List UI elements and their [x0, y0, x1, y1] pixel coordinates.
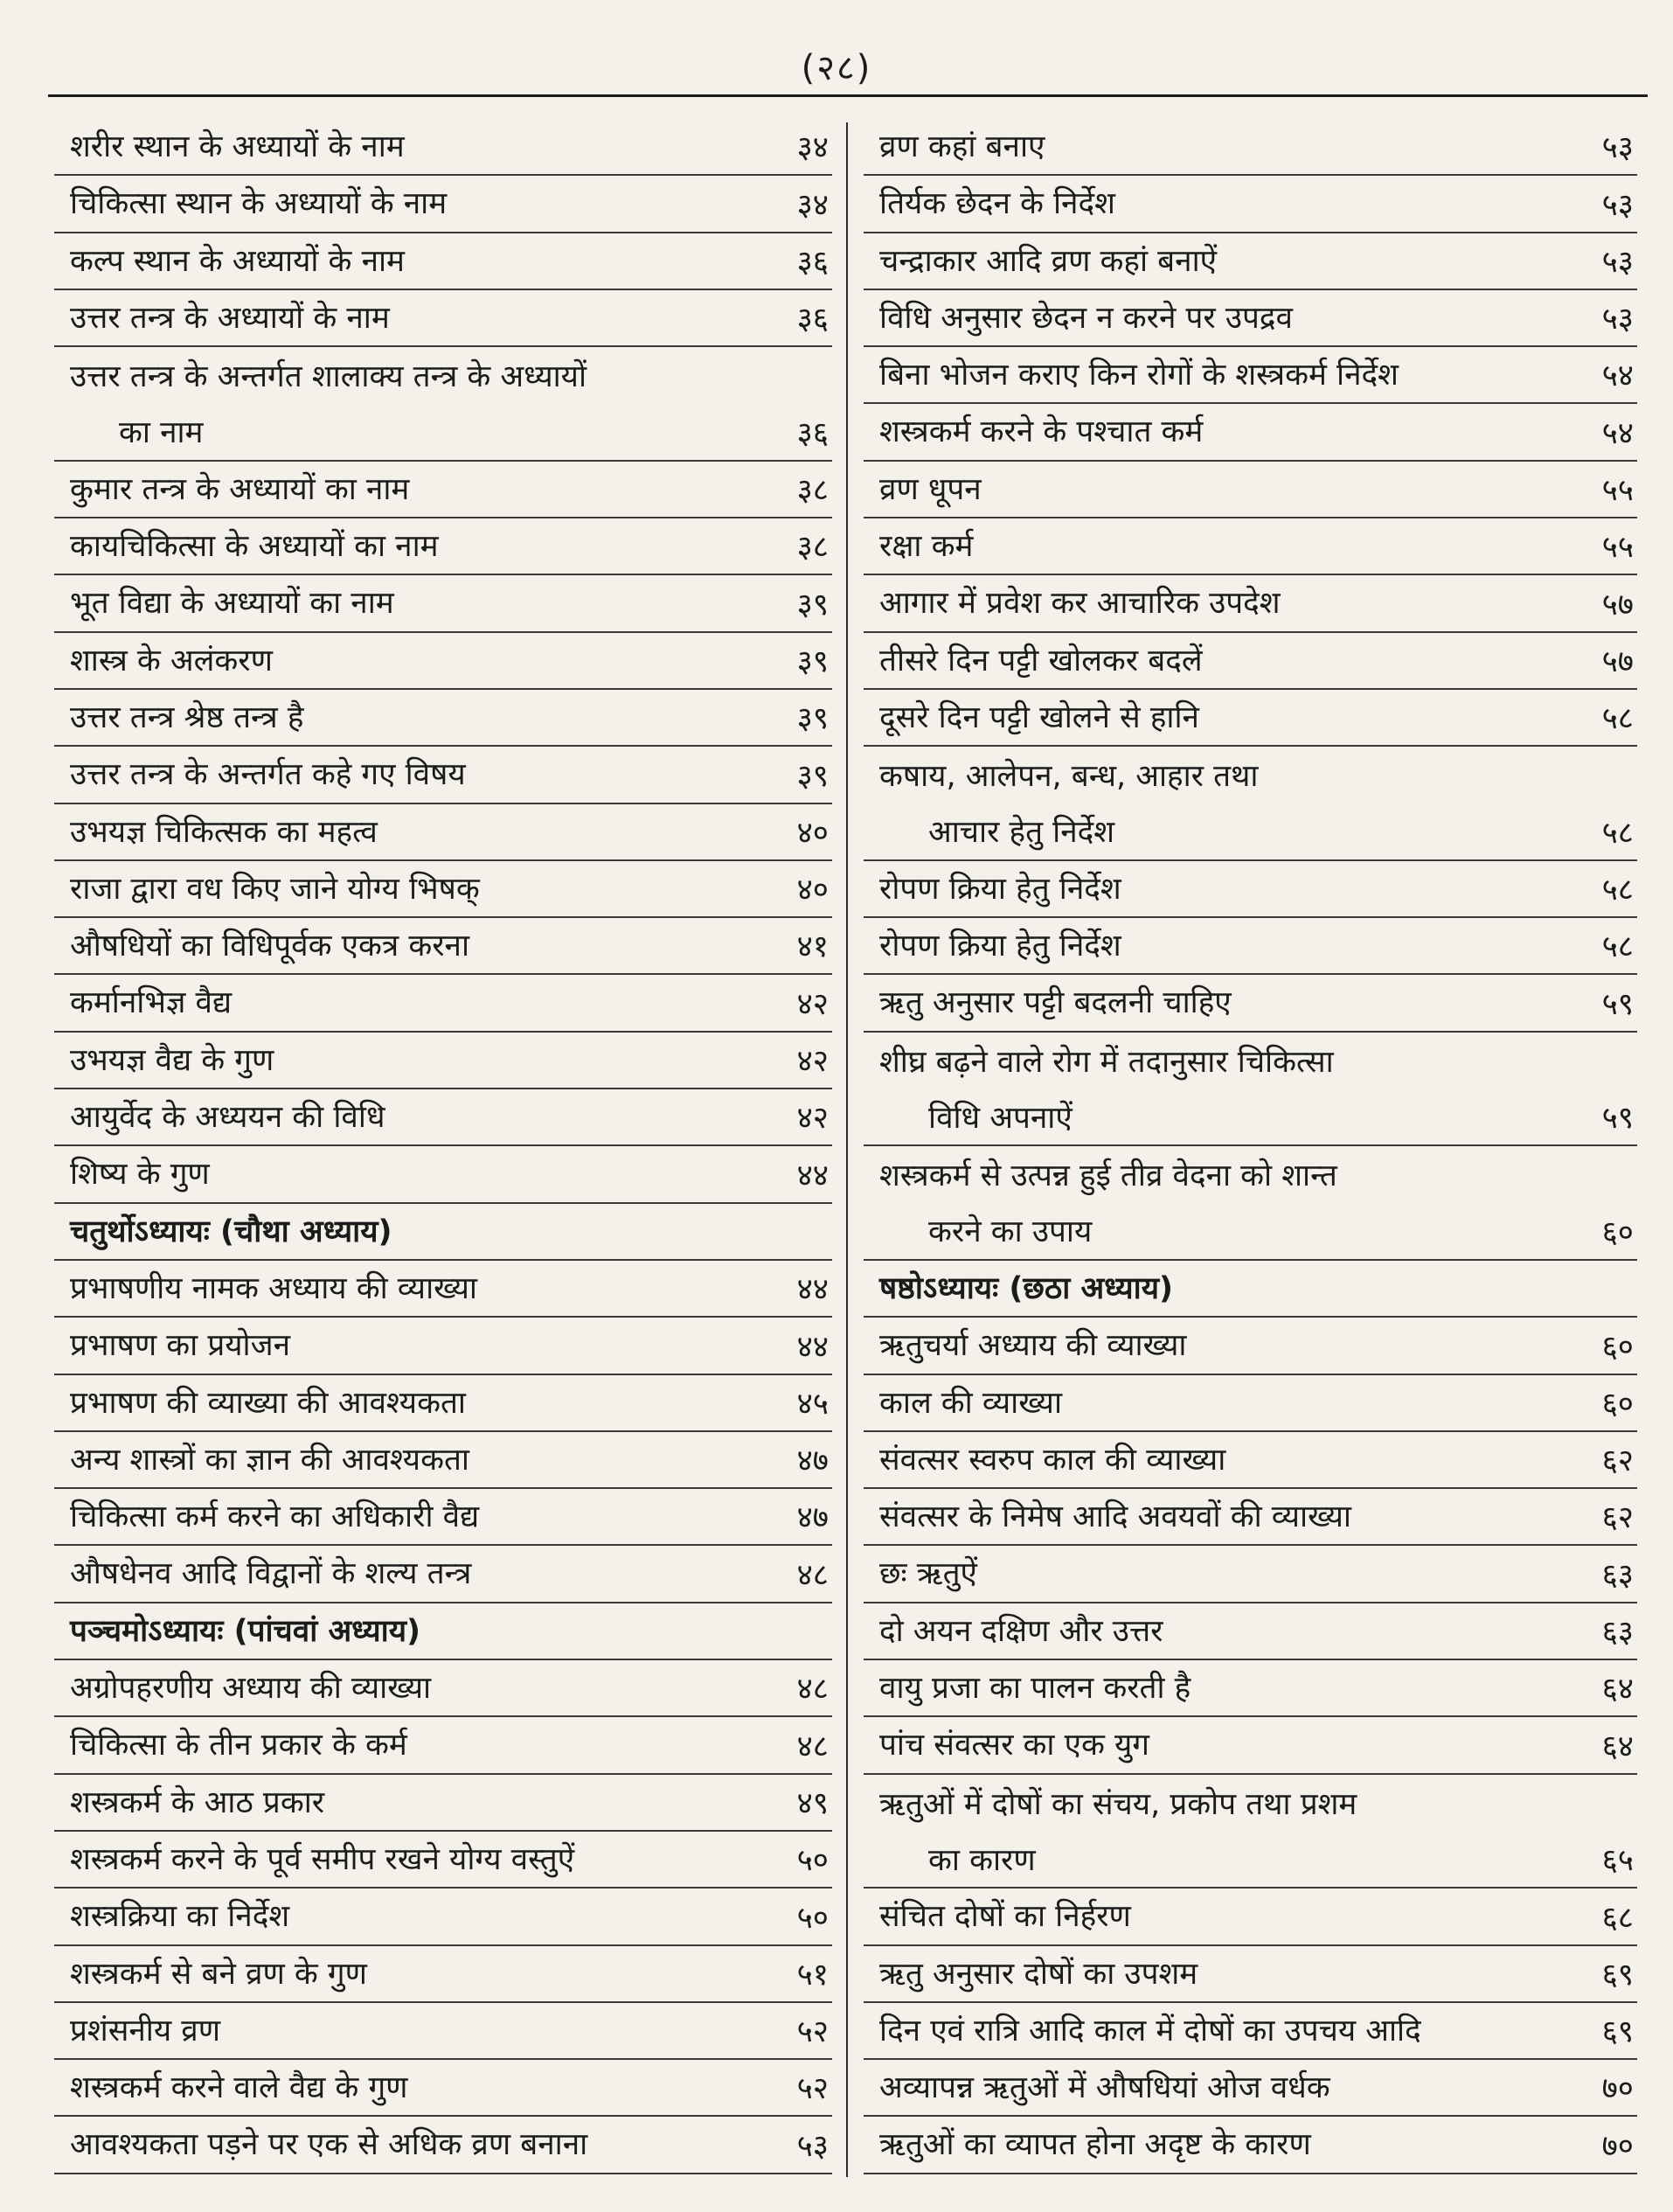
entry-title: कल्प स्थान के अध्यायों के नाम — [70, 243, 405, 279]
toc-entry — [54, 119, 832, 176]
entry-page-number: ५७ — [1601, 587, 1634, 623]
entry-page-number: ६४ — [1601, 1729, 1634, 1764]
entry-title: औषधियों का विधिपूर्वक एकत्र करना — [70, 929, 470, 964]
entry-title: प्रभाषणीय नामक अध्याय की व्याख्या — [70, 1270, 477, 1306]
entry-title: बिना भोजन कराए किन रोगों के शस्त्रकर्म निर्देश — [879, 358, 1399, 393]
entry-title: आयुर्वेद के अध्ययन की विधि — [70, 1100, 385, 1136]
entry-title: पांच संवत्सर का एक युग — [879, 1728, 1149, 1763]
entry-title: रक्षा कर्म — [879, 529, 974, 565]
entry-title: उत्तर तन्त्र के अन्तर्गत कहे गए विषय — [70, 757, 466, 793]
entry-title: दूसरे दिन पट्टी खोलने से हानि — [879, 699, 1199, 735]
entry-page-number: ३९ — [796, 587, 829, 623]
entry-title: वायु प्रजा का पालन करती है — [879, 1671, 1191, 1707]
entry-page-number: ६९ — [1601, 2014, 1634, 2050]
toc-entry — [864, 975, 1637, 1032]
entry-page-number: ४७ — [796, 1500, 829, 1536]
entry-title: शस्त्रकर्म करने वाले वैद्य के गुण — [70, 2070, 408, 2106]
entry-title: उत्तर तन्त्र के अध्यायों के नाम — [70, 300, 390, 336]
entry-title: आवश्यकता पड़ने पर एक से अधिक व्रण बनाना — [70, 2127, 588, 2163]
entry-title: चन्द्राकार आदि व्रण कहां बनाऐं — [879, 243, 1217, 279]
entry-page-number: ५२ — [796, 2071, 829, 2107]
entry-title: उत्तर तन्त्र श्रेष्ठ तन्त्र है — [70, 699, 304, 735]
entry-page-number: ६३ — [1601, 1615, 1634, 1651]
entry-page-number: ६० — [1601, 1329, 1634, 1365]
entry-page-number: ५९ — [1601, 986, 1634, 1022]
entry-title: षष्ठोऽध्यायः (छठा अध्याय) — [879, 1270, 1174, 1306]
toc-entry — [54, 975, 832, 1032]
entry-page-number: ५८ — [1601, 815, 1634, 851]
entry-title: चिकित्सा कर्म करने का अधिकारी वैद्य — [70, 1499, 480, 1535]
entry-page-number: ५७ — [1601, 643, 1634, 679]
entry-page-number: ३४ — [796, 130, 829, 166]
entry-title: तीसरे दिन पट्टी खोलकर बदलें — [879, 643, 1203, 678]
entry-title: प्रभाषण का प्रयोजन — [70, 1328, 290, 1364]
toc-entry — [864, 233, 1637, 290]
entry-title: राजा द्वारा वध किए जाने योग्य भिषक् — [70, 871, 480, 907]
toc-entry — [864, 1318, 1637, 1374]
toc-entry — [54, 1375, 832, 1432]
toc-entry — [864, 1375, 1637, 1432]
entry-page-number: ५३ — [1601, 302, 1634, 337]
toc-entry — [54, 176, 832, 233]
toc-entry — [864, 2060, 1637, 2117]
entry-title-continued: विधि अपनाऐं — [928, 1100, 1073, 1136]
entry-title: व्रण कहां बनाए — [879, 129, 1045, 164]
toc-entry — [54, 1546, 832, 1603]
entry-title: रोपण क्रिया हेतु निर्देश — [879, 871, 1121, 907]
page-number: (२८) — [801, 48, 872, 88]
chapter-heading — [864, 1261, 1637, 1318]
entry-page-number: ७० — [1601, 2128, 1634, 2164]
entry-page-number: ४४ — [796, 1329, 829, 1365]
toc-entry — [864, 1603, 1637, 1660]
toc-entry — [54, 2060, 832, 2117]
entry-page-number: ६९ — [1601, 1957, 1634, 1993]
toc-entry — [54, 1775, 832, 1832]
entry-title: रोपण क्रिया हेतु निर्देश — [879, 929, 1121, 964]
entry-title: कषाय, आलेपन, बन्ध, आहार तथा आचार हेतु निर्देश — [879, 748, 1579, 860]
entry-page-number: ४८ — [796, 1557, 829, 1593]
chapter-heading — [54, 1204, 832, 1261]
toc-entry — [54, 918, 832, 975]
toc-entry — [864, 462, 1637, 518]
entry-page-number: ३९ — [796, 701, 829, 737]
entry-title: शस्त्रक्रिया का निर्देश — [70, 1899, 290, 1935]
entry-page-number: ५८ — [1601, 929, 1634, 965]
entry-title: अग्रोपहरणीय अध्याय की व्याख्या — [70, 1671, 432, 1707]
entry-page-number: ४२ — [796, 986, 829, 1022]
entry-page-number: ५८ — [1601, 701, 1634, 737]
toc-entry — [54, 1432, 832, 1489]
entry-page-number: ३८ — [796, 473, 829, 509]
entry-title: ऋतु अनुसार दोषों का उपशम — [879, 1956, 1198, 1992]
toc-entry — [54, 1318, 832, 1374]
entry-page-number: ३६ — [796, 415, 829, 451]
toc-entry — [54, 462, 832, 518]
toc-entry — [864, 861, 1637, 918]
entry-page-number: ४९ — [796, 1785, 829, 1821]
entry-page-number: ५३ — [1601, 130, 1634, 166]
entry-page-number: ४७ — [796, 1443, 829, 1479]
entry-title: शरीर स्थान के अध्यायों के नाम — [70, 129, 405, 164]
toc-entry — [54, 861, 832, 918]
entry-title: चतुर्थोऽध्यायः (चौथा अध्याय) — [70, 1214, 392, 1249]
toc-entry — [864, 1717, 1637, 1774]
header-rule — [48, 94, 1648, 97]
entry-title: छः ऋतुऐं — [879, 1556, 977, 1592]
chapter-heading — [54, 1603, 832, 1660]
entry-page-number: ४५ — [796, 1386, 829, 1422]
entry-page-number: ४४ — [796, 1272, 829, 1308]
entry-page-number: ५३ — [1601, 244, 1634, 280]
toc-entry — [864, 1033, 1637, 1147]
entry-title: शास्त्र के अलंकरण — [70, 643, 273, 678]
toc-entry — [54, 1146, 832, 1203]
entry-page-number: ६३ — [1601, 1557, 1634, 1593]
entry-title: ऋतु अनुसार पट्टी बदलनी चाहिए — [879, 985, 1232, 1021]
toc-entry — [864, 1660, 1637, 1717]
toc-entry — [864, 1146, 1637, 1261]
entry-title: कर्मानभिज्ञ वैद्य — [70, 985, 233, 1021]
entry-title: संवत्सर के निमेष आदि अवयवों की व्याख्या — [879, 1499, 1351, 1535]
toc-entry — [54, 2003, 832, 2060]
entry-title: औषधेनव आदि विद्वानों के शल्य तन्त्र — [70, 1556, 472, 1592]
entry-title: कुमार तन्त्र के अध्यायों का नाम — [70, 471, 410, 507]
entry-page-number: ३४ — [796, 187, 829, 223]
entry-page-number: ५३ — [1601, 187, 1634, 223]
entry-title: ऋतुओं का व्यापत होना अदृष्ट के कारण — [879, 2127, 1311, 2163]
toc-entry — [54, 1832, 832, 1889]
entry-page-number: ३६ — [796, 244, 829, 280]
toc-entry — [864, 1546, 1637, 1603]
toc-entry — [54, 233, 832, 290]
entry-title: तिर्यक छेदन के निर्देश — [879, 186, 1115, 222]
left-column — [54, 119, 832, 2174]
entry-title: अव्यापन्न ऋतुओं में औषधियां ओज वर्धक — [879, 2070, 1330, 2106]
toc-entry — [54, 518, 832, 575]
toc-entry — [54, 804, 832, 861]
entry-page-number: ३८ — [796, 530, 829, 566]
toc-entry — [54, 747, 832, 803]
entry-page-number: ३९ — [796, 758, 829, 794]
entry-title: उभयज्ञ वैद्य के गुण — [70, 1042, 274, 1078]
entry-page-number: ५० — [796, 1843, 829, 1879]
toc-entry — [54, 1489, 832, 1546]
entry-page-number: ५८ — [1601, 873, 1634, 908]
entry-title-continued: आचार हेतु निर्देश — [928, 815, 1115, 851]
toc-entry — [864, 633, 1637, 690]
entry-page-number: ६२ — [1601, 1500, 1634, 1536]
right-column — [864, 119, 1637, 2174]
entry-page-number: ५१ — [796, 1957, 829, 1993]
toc-entry — [54, 575, 832, 632]
entry-page-number: ६४ — [1601, 1672, 1634, 1708]
toc-entry — [864, 1489, 1637, 1546]
entry-title: शस्त्रकर्म करने के पूर्व समीप रखने योग्य वस्तुऐं — [70, 1841, 575, 1877]
toc-entry — [864, 1889, 1637, 1945]
entry-page-number: ६८ — [1601, 1900, 1634, 1936]
toc-entry — [864, 575, 1637, 632]
entry-page-number: ४० — [796, 873, 829, 908]
toc-entry — [864, 747, 1637, 861]
column-divider — [846, 122, 848, 2177]
toc-entry — [54, 290, 832, 347]
toc-entry — [864, 290, 1637, 347]
toc-entry — [864, 176, 1637, 233]
entry-title-continued: करने का उपाय — [928, 1214, 1093, 1250]
toc-entry — [864, 1432, 1637, 1489]
entry-title: ऋतुओं में दोषों का संचय, प्रकोप तथा प्रशम का कारण — [879, 1777, 1579, 1889]
entry-title: शीघ्र बढ़ने वाले रोग में तदानुसार चिकित्सा विधि अपनाऐं — [879, 1034, 1579, 1146]
entry-title: प्रशंसनीय व्रण — [70, 2013, 221, 2049]
entry-page-number: ६० — [1601, 1214, 1634, 1250]
entry-page-number: ४८ — [796, 1672, 829, 1708]
entry-title: कायचिकित्सा के अध्यायों का नाम — [70, 529, 439, 565]
toc-entry — [54, 1660, 832, 1717]
entry-title: शस्त्रकर्म से उत्पन्न हुई तीव्र वेदना को शान्त करने का उपाय — [879, 1148, 1579, 1260]
entry-page-number: ५४ — [1601, 358, 1634, 394]
entry-title: शस्त्रकर्म से बने व्रण के गुण — [70, 1956, 367, 1992]
entry-page-number: ५५ — [1601, 530, 1634, 566]
entry-page-number: ५३ — [796, 2128, 829, 2164]
entry-page-number: ३६ — [796, 302, 829, 337]
entry-title: चिकित्सा के तीन प्रकार के कर्म — [70, 1728, 407, 1763]
toc-entry — [54, 633, 832, 690]
entry-page-number: ६५ — [1601, 1843, 1634, 1879]
entry-title-continued: का कारण — [928, 1842, 1036, 1878]
entry-title: शिष्य के गुण — [70, 1157, 210, 1193]
toc-entry — [864, 2117, 1637, 2174]
entry-page-number: ४१ — [796, 929, 829, 965]
toc-entry — [54, 1089, 832, 1146]
entry-title: व्रण धूपन — [879, 471, 982, 507]
toc-entry — [864, 404, 1637, 461]
entry-page-number: ५० — [796, 1900, 829, 1936]
entry-page-number: ६० — [1601, 1386, 1634, 1422]
entry-title: चिकित्सा स्थान के अध्यायों के नाम — [70, 186, 448, 222]
toc-entry — [864, 347, 1637, 404]
entry-page-number: ४२ — [796, 1101, 829, 1137]
toc-entry — [864, 119, 1637, 176]
toc-entry — [54, 1033, 832, 1089]
entry-page-number: ६२ — [1601, 1443, 1634, 1479]
entry-title: अन्य शास्त्रों का ज्ञान की आवश्यकता — [70, 1442, 469, 1478]
entry-title: काल की व्याख्या — [879, 1385, 1063, 1421]
entry-page-number: ४२ — [796, 1044, 829, 1080]
toc-entry — [864, 518, 1637, 575]
entry-title: ऋतुचर्या अध्याय की व्याख्या — [879, 1328, 1187, 1364]
toc-entry — [54, 1261, 832, 1318]
entry-title: शस्त्रकर्म करने के पश्चात कर्म — [879, 414, 1204, 450]
toc-entry — [864, 1946, 1637, 2003]
entry-title: संवत्सर स्वरुप काल की व्याख्या — [879, 1442, 1226, 1478]
toc-entry — [54, 2117, 832, 2174]
entry-page-number: ३९ — [796, 643, 829, 679]
toc-entry — [864, 918, 1637, 975]
entry-title: भूत विद्या के अध्यायों का नाम — [70, 586, 394, 622]
entry-page-number: ४० — [796, 815, 829, 851]
entry-title: विधि अनुसार छेदन न करने पर उपद्रव — [879, 300, 1293, 336]
entry-page-number: ७० — [1601, 2071, 1634, 2107]
entry-page-number: ५५ — [1601, 473, 1634, 509]
toc-entry — [864, 2003, 1637, 2060]
entry-page-number: ५९ — [1601, 1101, 1634, 1137]
entry-title-continued: का नाम — [119, 415, 204, 451]
toc-entry — [54, 690, 832, 747]
entry-title: पञ्चमोऽध्यायः (पांचवां अध्याय) — [70, 1613, 421, 1649]
entry-page-number: ५४ — [1601, 415, 1634, 451]
entry-title: दो अयन दक्षिण और उत्तर — [879, 1613, 1163, 1649]
toc-entry — [864, 690, 1637, 747]
entry-page-number: ४४ — [796, 1158, 829, 1193]
toc-entry — [54, 347, 832, 462]
entry-title: संचित दोषों का निर्हरण — [879, 1899, 1131, 1935]
toc-entry — [54, 1946, 832, 2003]
entry-title: शस्त्रकर्म के आठ प्रकार — [70, 1784, 325, 1820]
toc-entry — [54, 1717, 832, 1774]
toc-entry — [54, 1889, 832, 1945]
toc-entry — [864, 1775, 1637, 1889]
entry-title: दिन एवं रात्रि आदि काल में दोषों का उपचय आदि — [879, 2013, 1421, 2049]
entry-page-number: ४८ — [796, 1729, 829, 1764]
entry-title: उभयज्ञ चिकित्सक का महत्व — [70, 814, 378, 850]
entry-title: उत्तर तन्त्र के अन्तर्गत शालाक्य तन्त्र के अध्यायों का नाम — [70, 349, 769, 461]
entry-title: प्रभाषण की व्याख्या की आवश्यकता — [70, 1385, 466, 1421]
entry-title: आगार में प्रवेश कर आचारिक उपदेश — [879, 586, 1281, 622]
entry-page-number: ५२ — [796, 2014, 829, 2050]
